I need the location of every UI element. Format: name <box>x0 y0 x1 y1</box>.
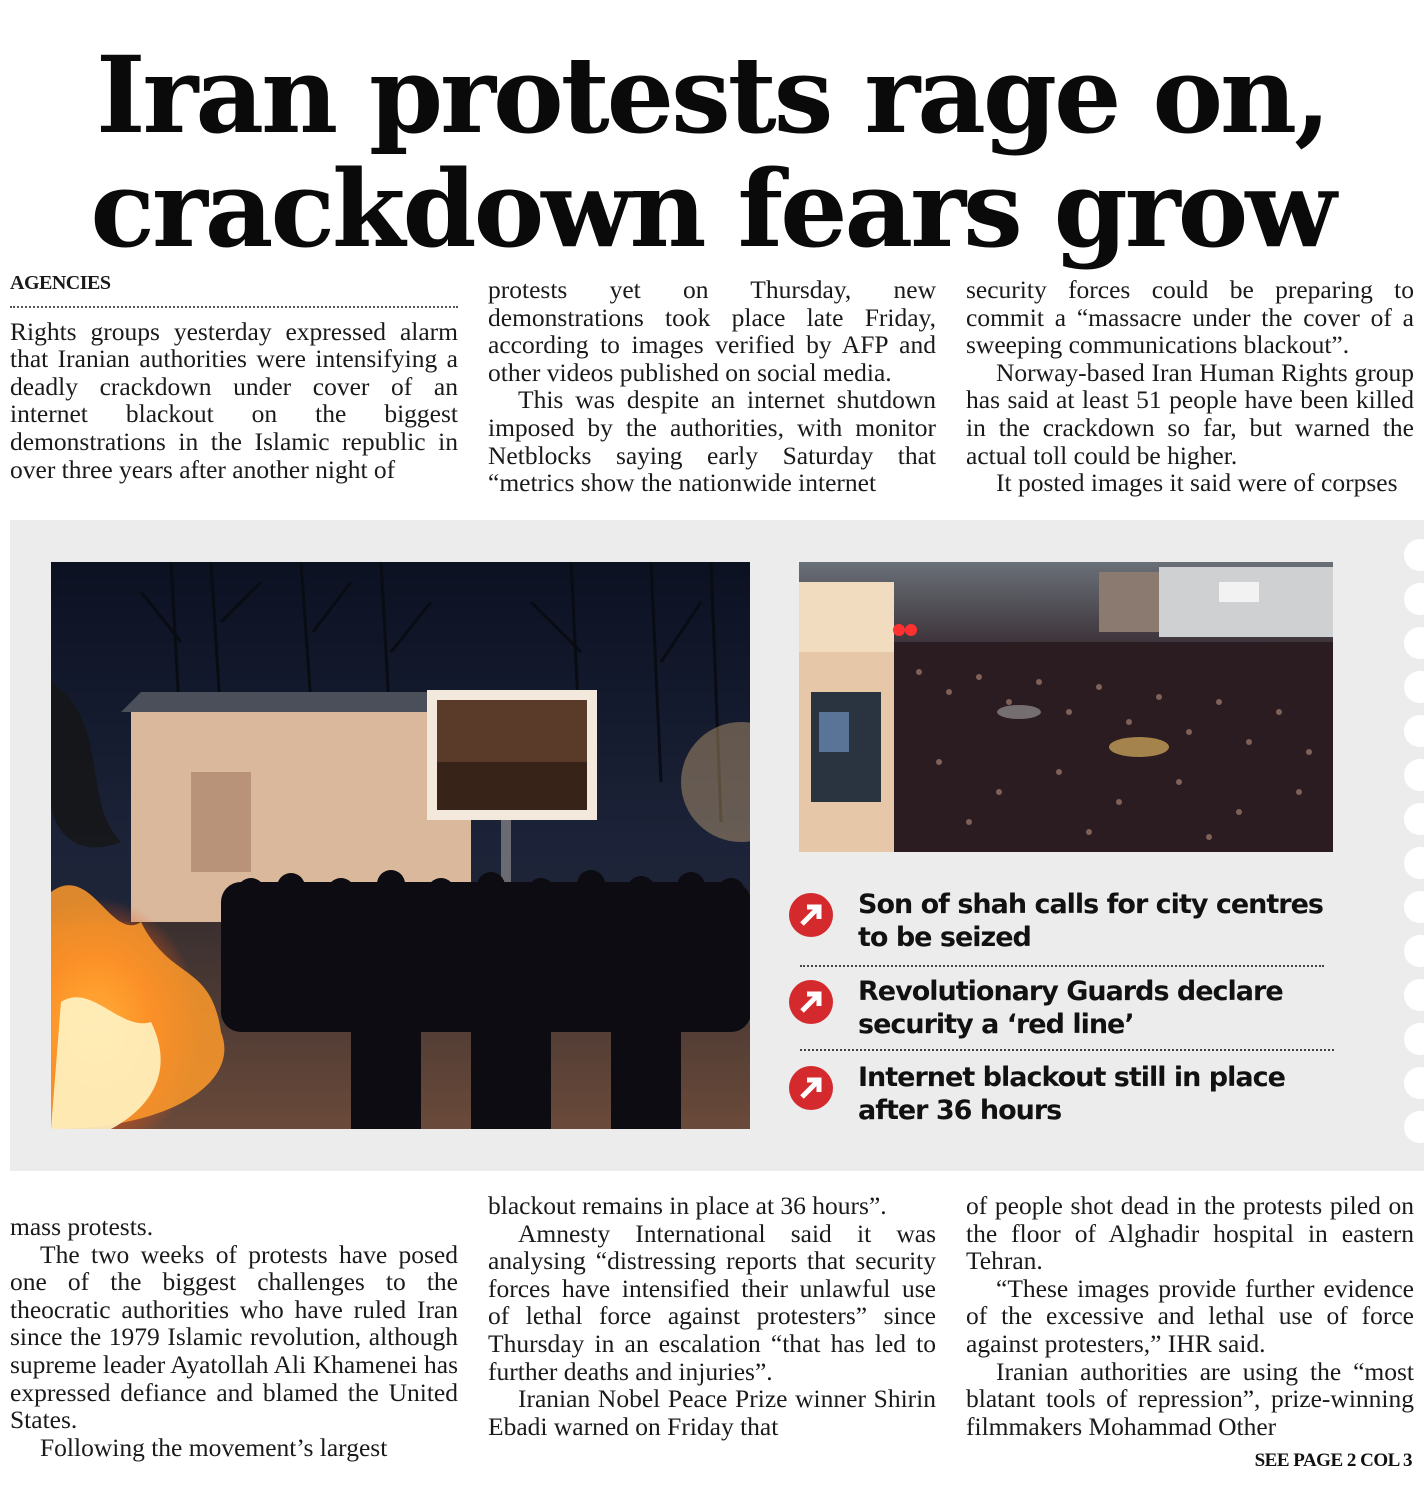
paragraph: security forces could be preparing to commit a “massacre under the cover of a sweeping communications blackout”. <box>966 275 1414 360</box>
bullet-separator <box>800 965 1324 967</box>
headline-line-2: crackdown fears grow <box>90 146 1334 271</box>
red-arrow-icon <box>788 892 834 938</box>
bullet-separator <box>800 1049 1334 1051</box>
paragraph: Iranian authorities are using the “most blatant tools of repression”, prize-winning filmmakers Mohammad Other <box>966 1356 1414 1441</box>
headline-line-1: Iran protests rage on, <box>95 32 1329 157</box>
top-column-1 <box>10 270 458 483</box>
headline <box>0 32 1424 271</box>
bullet-text: Son of shah calls for city centres to be seized <box>858 889 1323 953</box>
red-arrow-icon <box>788 1065 834 1111</box>
bottom-column-1 <box>10 1213 458 1461</box>
protest-fire-photo <box>51 562 750 1129</box>
bottom-column-3 <box>966 1192 1414 1440</box>
bullet-item <box>788 1061 1328 1127</box>
top-column-2 <box>488 276 936 497</box>
paragraph: Rights groups yesterday expressed alarm that Iranian authorities were intensifying a deadly crackdown under cover of an internet blackout on the biggest demonstrations in the Islamic republic in over three years after another night of <box>10 316 458 484</box>
paragraph: It posted images it said were of corpses <box>996 468 1398 498</box>
red-arrow-icon <box>788 979 834 1025</box>
paragraph: Iranian Nobel Peace Prize winner Shirin Ebadi warned on Friday that <box>488 1384 936 1441</box>
paragraph: Amnesty International said it was analysing “distressing reports that security forces have intensified their unlawful use of lethal force against protesters” since Thursday in an escalation “that has led to further deaths and injuries”. <box>488 1218 936 1386</box>
paragraph: The two weeks of protests have posed one of the biggest challenges to the theocratic authorities who have ruled Iran since the 1979 Islamic revolution, although supreme leader Ayatollah Ali Khamenei has expressed defiance and blamed the United States. <box>10 1239 458 1435</box>
paragraph: protests yet on Thursday, new demonstrations took place late Friday, according to images verified by AFP and other videos published on social media. <box>488 275 936 387</box>
paragraph: Following the movement’s largest <box>40 1432 388 1462</box>
bottom-column-2 <box>488 1192 936 1440</box>
continuation-note: SEE PAGE 2 COL 3 <box>1254 1450 1412 1471</box>
paragraph: mass protests. <box>10 1212 154 1241</box>
scalloped-edge <box>1380 537 1424 1147</box>
paragraph: This was despite an internet shutdown imposed by the authorities, with monitor Netblocks saying early Saturday that “metrics show the nationwide internet <box>488 385 936 498</box>
bullet-text: Revolutionary Guards declare security a ‘red line’ <box>858 976 1283 1040</box>
paragraph: Norway-based Iran Human Rights group has said at least 51 people have been killed in the crackdown so far, but warned the actual toll could be higher. <box>966 357 1414 470</box>
paragraph: “These images provide further evidence of the excessive and lethal use of force against protesters,” IHR said. <box>966 1273 1414 1358</box>
paragraph: of people shot dead in the protests piled on the floor of Alghadir hospital in eastern Tehran. <box>966 1191 1414 1276</box>
bullet-item <box>788 888 1328 954</box>
crowd-street-photo <box>799 562 1333 852</box>
bullet-text: Internet blackout still in place after 36 hours <box>858 1062 1285 1126</box>
byline: AGENCIES <box>10 270 458 308</box>
bullet-item <box>788 975 1328 1041</box>
top-column-3 <box>966 276 1414 497</box>
paragraph: blackout remains in place at 36 hours”. <box>488 1191 887 1220</box>
